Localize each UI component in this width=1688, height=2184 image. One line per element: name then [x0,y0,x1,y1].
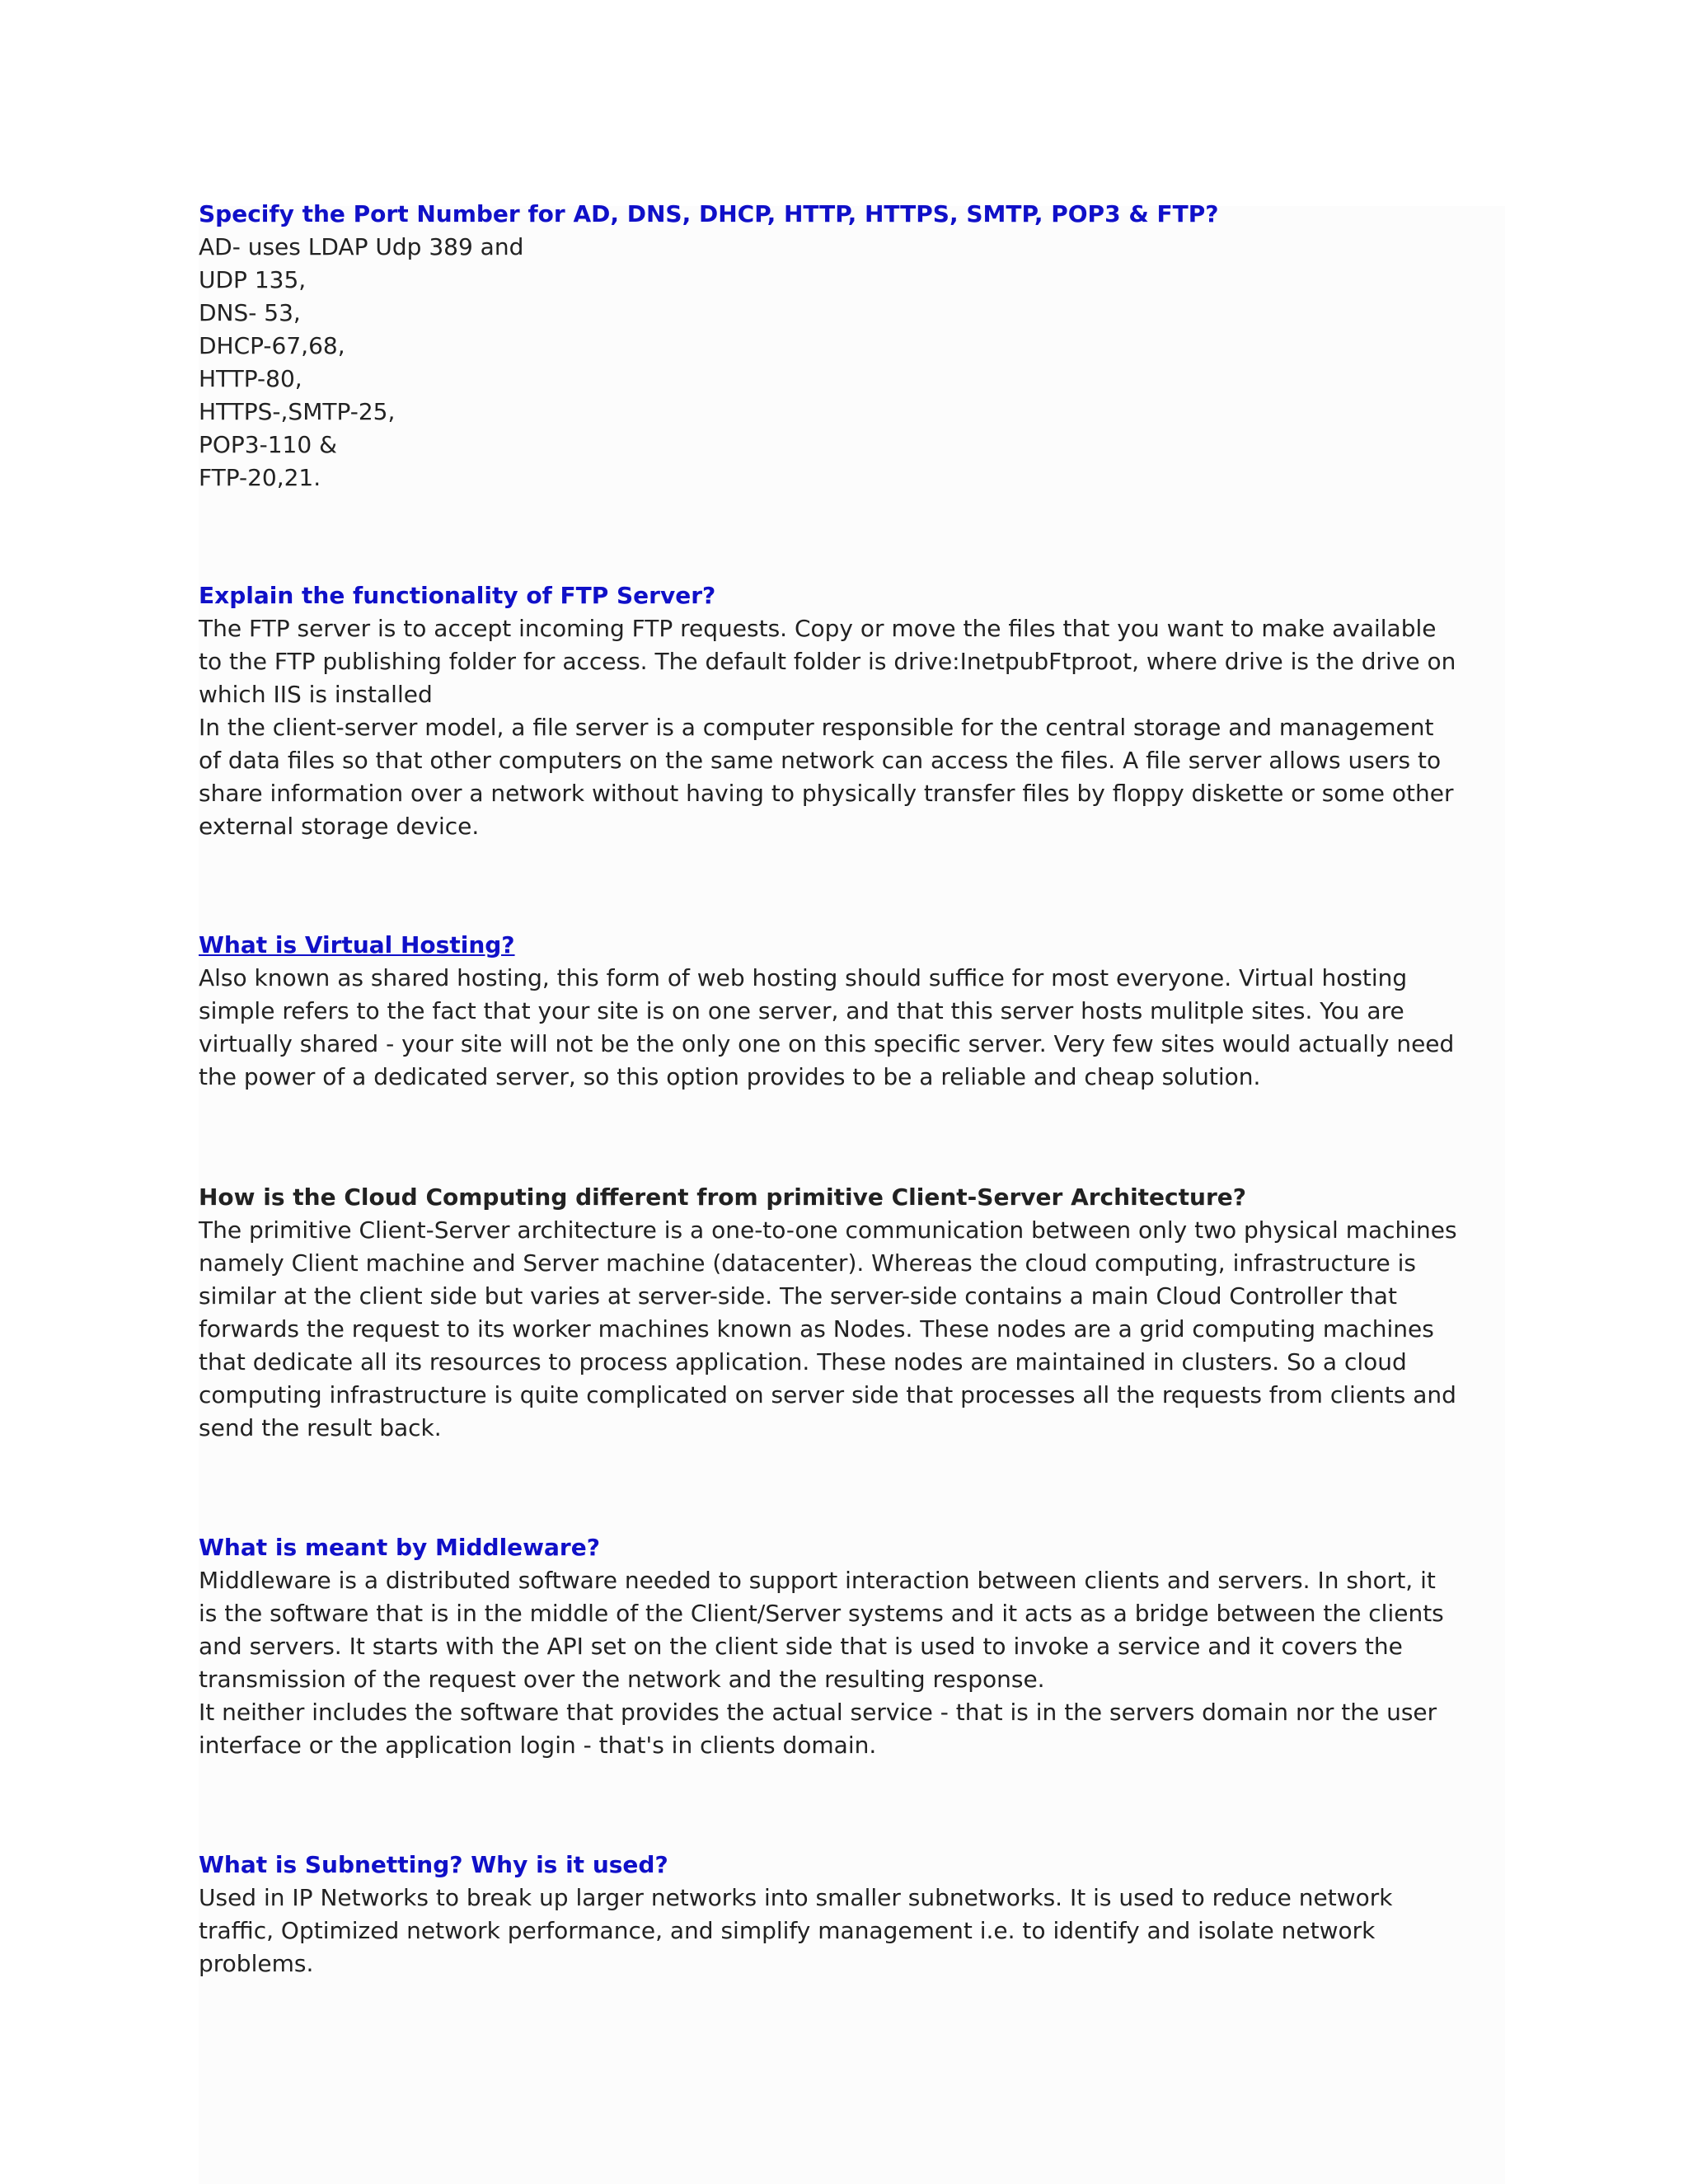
body-line: which IIS is installed [199,681,433,708]
body-line: interface or the application login - that's in clients domain. [199,1732,877,1759]
section-middleware [199,1531,1517,1762]
body-line: and servers. It starts with the API set on the client side that is used to invoke a service and it covers the [199,1633,1403,1660]
body-line: HTTP-80, [199,365,302,392]
body-line: UDP 135, [199,266,307,293]
body-line: problems. [199,1950,314,1977]
section-port-numbers [199,198,1517,494]
body-line: DNS- 53, [199,299,301,326]
body-line: share information over a network without having to physically transfer files by floppy diskette or some other [199,780,1454,807]
body-line: the power of a dedicated server, so this option provides to be a reliable and cheap solution. [199,1063,1261,1090]
body-line: virtually shared - your site will not be the only one on this specific server. Very few sites would actually need [199,1030,1455,1057]
body-line: namely Client machine and Server machine (datacenter). Whereas the cloud computing, infrastructure is [199,1249,1416,1277]
section-cloud-computing [199,1181,1517,1445]
body-line: similar at the client side but varies at server-side. The server-side contains a main Cloud Controller that [199,1282,1397,1310]
body-line: transmission of the request over the network and the resulting response. [199,1666,1045,1693]
body-line: AD- uses LDAP Udp 389 and [199,233,524,260]
heading-cloud-computing: How is the Cloud Computing different from primitive Client-Server Architecture? [199,1183,1247,1211]
body-line: that dedicate all its resources to process application. These nodes are maintained in clusters. So a cloud [199,1348,1407,1376]
heading-ftp-server: Explain the functionality of FTP Server? [199,582,716,609]
body-line: to the FTP publishing folder for access. The default folder is drive:InetpubFtproot, where drive is the drive on [199,648,1456,675]
body-line: It neither includes the software that provides the actual service - that is in the servers domain nor the user [199,1699,1437,1726]
body-line: Also known as shared hosting, this form of web hosting should suffice for most everyone. Virtual hosting [199,964,1408,991]
body-line: simple refers to the fact that your site is on one server, and that this server hosts mulitple sites. You are [199,997,1404,1024]
body-line: of data files so that other computers on the same network can access the files. A file server allows users to [199,747,1442,774]
section-ftp-server [199,579,1517,843]
section-virtual-hosting [199,929,1517,1094]
body-line: The FTP server is to accept incoming FTP requests. Copy or move the files that you want to make available [199,615,1437,642]
heading-subnetting: What is Subnetting? Why is it used? [199,1851,668,1878]
body-line: computing infrastructure is quite complicated on server side that processes all the requests from clients and [199,1381,1456,1408]
heading-port-numbers: Specify the Port Number for AD, DNS, DHCP, HTTP, HTTPS, SMTP, POP3 & FTP? [199,200,1219,227]
body-line: forwards the request to its worker machines known as Nodes. These nodes are a grid computing machines [199,1315,1434,1343]
body-line: traffic, Optimized network performance, and simplify management i.e. to identify and isolate network [199,1917,1376,1944]
body-line: POP3-110 & [199,431,337,458]
body-line: FTP-20,21. [199,464,321,491]
heading-middleware: What is meant by Middleware? [199,1534,600,1561]
body-line: is the software that is in the middle of the Client/Server systems and it acts as a bridge between the clients [199,1600,1444,1627]
body-line: DHCP-67,68, [199,332,345,359]
body-line: HTTPS-,SMTP-25, [199,398,396,425]
body-line: Used in IP Networks to break up larger networks into smaller subnetworks. It is used to reduce network [199,1884,1393,1911]
body-line: The primitive Client-Server architecture is a one-to-one communication between only two physical machines [199,1216,1457,1244]
body-line: Middleware is a distributed software needed to support interaction between clients and servers. In short, it [199,1567,1436,1594]
body-line: In the client-server model, a file server is a computer responsible for the central storage and management [199,714,1434,741]
heading-virtual-hosting-link[interactable]: What is Virtual Hosting? [199,931,515,958]
body-line: send the result back. [199,1414,442,1441]
section-subnetting [199,1849,1517,1980]
body-line: external storage device. [199,813,480,840]
